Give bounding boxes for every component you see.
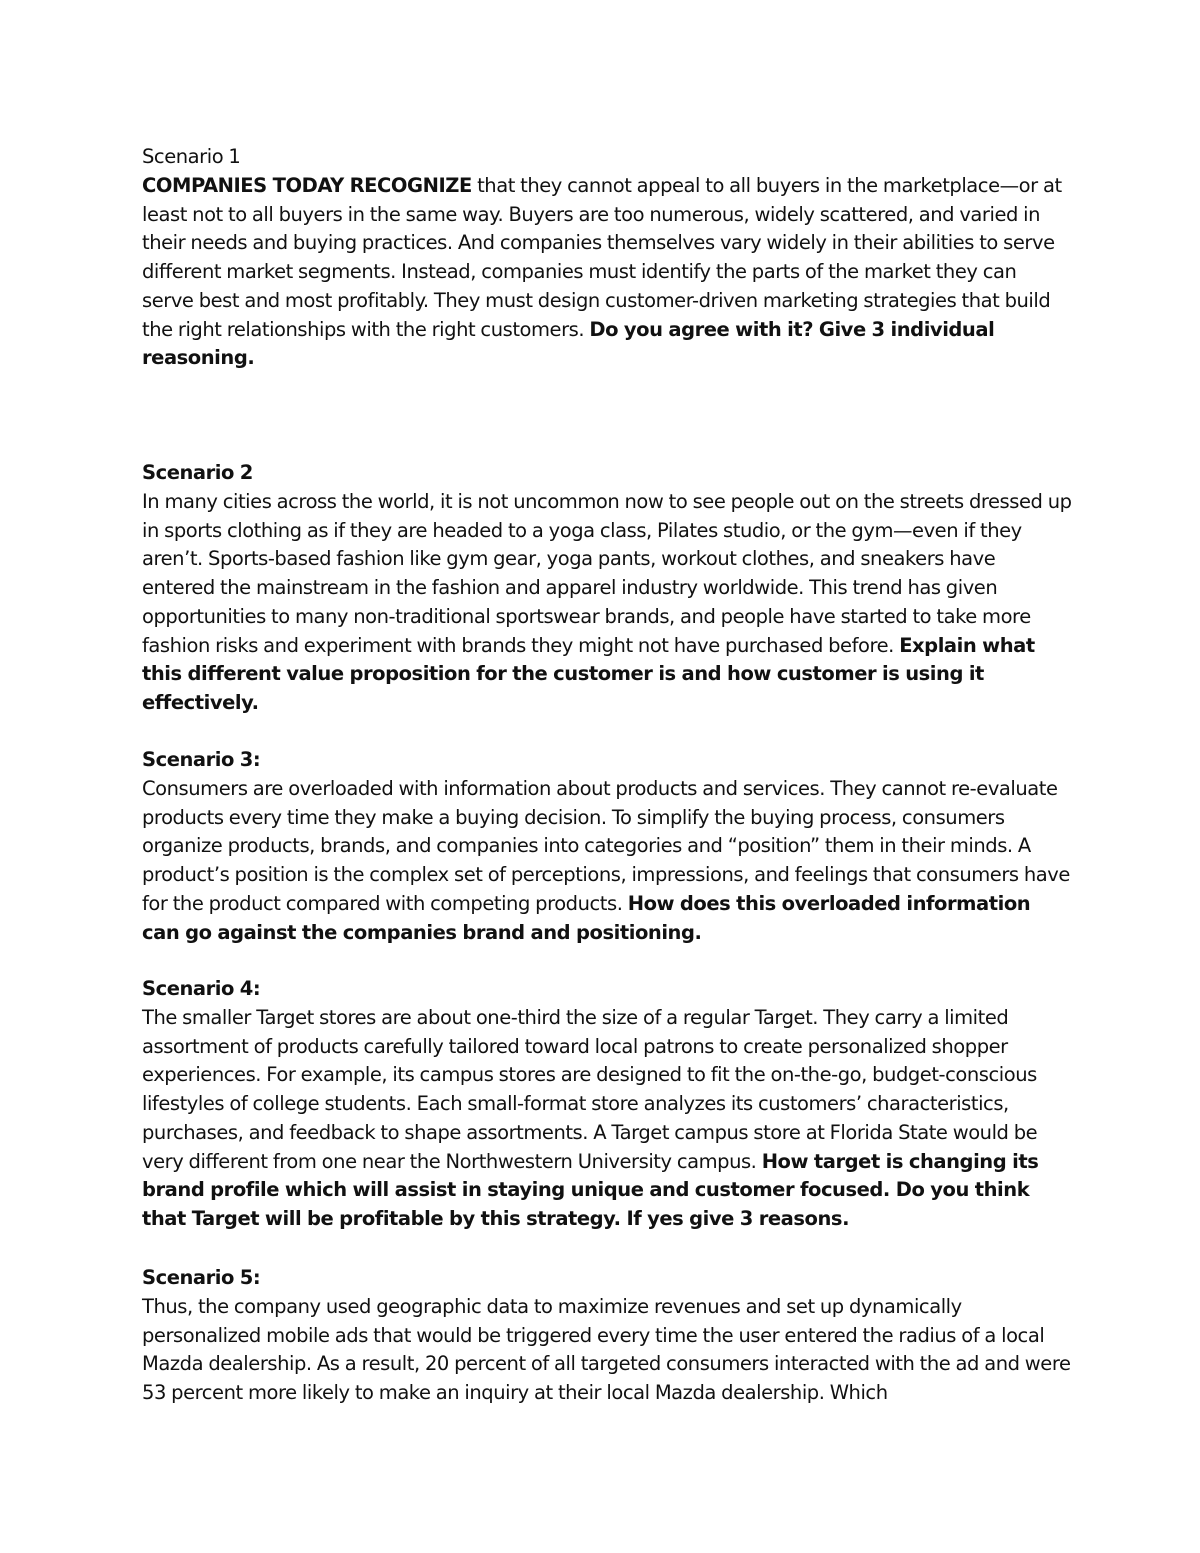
scenario-body: In many cities across the world, it is not uncommon now to see people out on the streets dressed up in sports clothing as if they are headed to a yoga class, Pilates studio, or the gym—even if they aren’t. Sports-based fashion like gym gear, yoga pants, workout clothes, and sneakers have entered the mainstream in the fashion and apparel industry worldwide. This trend has given opportunities to many non-traditional sportswear brands, and people have started to take more fashion risks and experiment with brands they might not have purchased before. xyxy=(142,489,1072,657)
scenario-question: Do you agree with it? Give 3 individual reasoning. xyxy=(142,317,995,370)
scenario-question: Explain what this different value proposition for the customer is and how customer is using it effectively. xyxy=(142,633,1035,714)
scenario-2 xyxy=(142,459,1072,718)
scenario-4 xyxy=(142,975,1072,1234)
scenario-heading: Scenario 3: xyxy=(142,748,261,771)
scenario-3 xyxy=(142,746,1072,947)
scenario-text xyxy=(142,1293,1072,1408)
scenario-text xyxy=(142,488,1072,718)
scenario-body: Thus, the company used geographic data to maximize revenues and set up dynamically personalized mobile ads that would be triggered every time the user entered the radius of a local Mazda dealership. As a result, 20 percent of all targeted consumers interacted with the ad and were 53 percent more likely to make an inquiry at their local Mazda dealership. Which xyxy=(142,1294,1071,1404)
scenario-heading: Scenario 5: xyxy=(142,1266,261,1289)
scenario-question: How does this overloaded information can go against the companies brand and positioning. xyxy=(142,891,1031,944)
scenario-lead: COMPANIES TODAY RECOGNIZE xyxy=(142,173,472,197)
scenario-question: How target is changing its brand profile which will assist in staying unique and customer focused. Do you think that Target will be profitable by this strategy. If yes give 3 reasons. xyxy=(142,1149,1039,1230)
scenario-text xyxy=(142,1004,1072,1234)
scenario-heading: Scenario 2 xyxy=(142,461,253,484)
scenario-body: Consumers are overloaded with information about products and services. They cannot re-evaluate products every time they make a buying decision. To simplify the buying process, consumers organize products, brands, and companies into categories and “position” them in their minds. A product’s position is the complex set of perceptions, impressions, and feelings that consumers have for the product compared with competing products. xyxy=(142,776,1070,915)
scenario-body: that they cannot appeal to all buyers in the marketplace—or at least not to all buyers in the same way. Buyers are too numerous, widely scattered, and varied in their needs and buying practices. And companies themselves vary widely in their abilities to serve different market segments. Instead, companies must identify the parts of the market they can serve best and most profitably. They must design customer-driven marketing strategies that build the right relationships with the right customers. xyxy=(142,173,1062,341)
scenario-1 xyxy=(142,143,1072,373)
scenario-text xyxy=(142,775,1072,948)
scenario-heading: Scenario 1 xyxy=(142,145,241,168)
scenario-heading: Scenario 4: xyxy=(142,977,261,1000)
scenario-text xyxy=(142,172,1072,373)
scenario-body: The smaller Target stores are about one-third the size of a regular Target. They carry a limited assortment of products carefully tailored toward local patrons to create personalized shopper experiences. For example, its campus stores are designed to fit the on-the-go, budget-conscious lifestyles of college students. Each small-format store analyzes its customers’ characteristics, purchases, and feedback to shape assortments. A Target campus store at Florida State would be very different from one near the Northwestern University campus. xyxy=(142,1005,1038,1173)
scenario-5 xyxy=(142,1264,1072,1408)
